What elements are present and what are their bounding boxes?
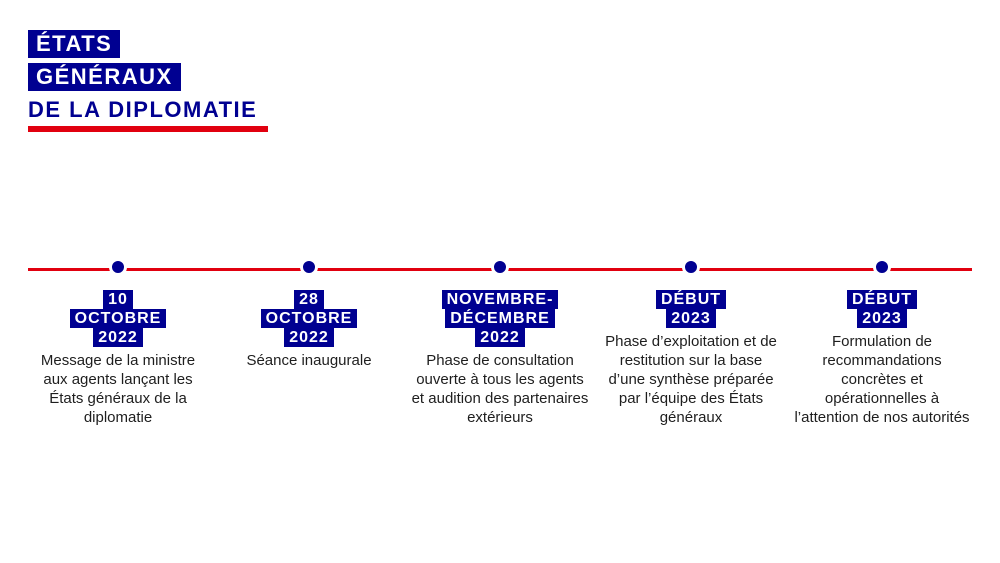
event-date-line: DÉBUT xyxy=(656,290,726,309)
logo-red-bar xyxy=(28,126,268,132)
event-date-line: DÉCEMBRE xyxy=(445,309,555,328)
timeline-event-4 xyxy=(596,260,786,427)
event-description: Phase d’exploitation et de restitution sur la base d’une synthèse préparée par l’équipe des États généraux xyxy=(605,333,777,426)
event-date-line: 2023 xyxy=(857,309,907,328)
event-description: Séance inaugurale xyxy=(246,352,372,369)
event-date-line: OCTOBRE xyxy=(70,309,167,328)
event-date-line: 2022 xyxy=(93,328,143,347)
event-date-line: 2022 xyxy=(475,328,525,347)
event-date xyxy=(787,290,977,328)
timeline-event-5 xyxy=(787,260,977,427)
event-description: Formulation de recommandations concrètes et opérationnelles à l’attention de nos autorités xyxy=(794,333,970,426)
event-date-line: 10 xyxy=(103,290,133,309)
event-date-line: 28 xyxy=(294,290,324,309)
timeline-event-1 xyxy=(23,260,213,427)
event-date xyxy=(596,290,786,328)
event-description: Phase de consultation ouverte à tous les agents et audition des partenaires extérieurs xyxy=(411,352,589,426)
timeline-event-2 xyxy=(214,260,404,370)
timeline-dot xyxy=(491,258,509,276)
event-date-line: DÉBUT xyxy=(847,290,917,309)
event-date-line: OCTOBRE xyxy=(261,309,358,328)
event-date-line: 2022 xyxy=(284,328,334,347)
logo-line-1: ÉTATS xyxy=(28,30,120,58)
timeline-dot xyxy=(109,258,127,276)
event-date xyxy=(214,290,404,347)
event-date-line: NOVEMBRE- xyxy=(442,290,559,309)
event-date xyxy=(23,290,213,347)
logo-line-3: DE LA DIPLOMATIE xyxy=(28,97,258,122)
timeline-dot xyxy=(682,258,700,276)
event-description: Message de la ministre aux agents lançant les États généraux de la diplomatie xyxy=(40,352,196,426)
event-date-line: 2023 xyxy=(666,309,716,328)
logo-line-2: GÉNÉRAUX xyxy=(28,63,181,91)
event-date xyxy=(405,290,595,347)
timeline-dot xyxy=(300,258,318,276)
timeline-dot xyxy=(873,258,891,276)
timeline-event-3 xyxy=(405,260,595,427)
